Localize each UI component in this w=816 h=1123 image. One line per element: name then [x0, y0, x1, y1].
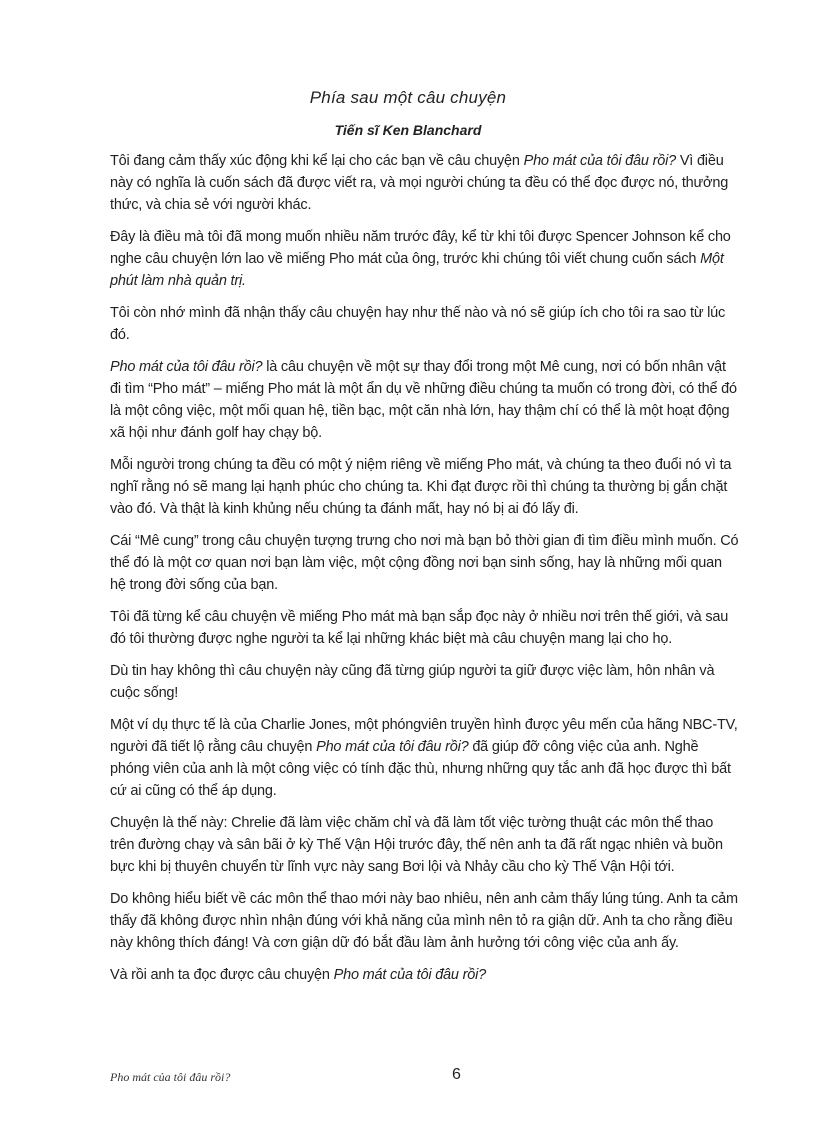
- text-run: Đây là điều mà tôi đã mong muốn nhiều năm trước đây, kể từ khi tôi được Spencer Johnson kể cho nghe câu chuyện lớn lao về miếng Pho mát của ông, trước khi chúng tôi viết chung cuốn sách: [110, 229, 731, 267]
- footer-book-title: Pho mát của tôi đâu rồi?: [110, 1070, 231, 1084]
- chapter-title: Phía sau một câu chuyện: [309, 88, 507, 107]
- body-text: [110, 150, 740, 996]
- paragraph: [110, 812, 740, 878]
- paragraph: [110, 888, 740, 954]
- text-run: Một ví dụ thực tế là của Charlie Jones, một phóngviên truyền hình được yêu mến của hãng NBC-TV, người đã tiết lộ rằng câu chuyện: [110, 717, 738, 755]
- text-run: Tôi còn nhớ mình đã nhận thấy câu chuyện hay như thế nào và nó sẽ giúp ích cho tôi ra sao từ lúc đó.: [110, 305, 726, 343]
- text-run: Do không hiểu biết về các môn thể thao mới này bao nhiêu, nên anh cảm thấy lúng túng. Anh ta cảm thấy đã không được nhìn nhận đúng với khả năng của mình nên tỏ ra giận dữ. Anh ta cho rằng điều này không thích đáng! Và cơn giận dữ đó bắt đầu làm ảnh hưởng tới công việc của anh ấy.: [110, 891, 738, 951]
- paragraph: [110, 356, 740, 444]
- text-run: Tôi đã từng kể câu chuyện về miếng Pho mát mà bạn sắp đọc này ở nhiều nơi trên thế giới, và sau đó tôi thường được nghe người ta kể lại những khác biệt mà câu chuyện mang lại cho họ.: [110, 609, 729, 647]
- paragraph: [110, 660, 740, 704]
- book-title-italic: Một phút làm nhà quản trị.: [110, 251, 724, 289]
- paragraph: [110, 150, 740, 216]
- book-title-italic: Pho mát của tôi đâu rồi?: [523, 153, 676, 169]
- paragraph: [110, 964, 740, 986]
- chapter-author: Tiến sĩ Ken Blanchard: [334, 122, 482, 138]
- text-run: Chuyện là thế này: Chrelie đã làm việc chăm chỉ và đã làm tốt việc tường thuật các môn thể thao trên đường chạy và sân bãi ở kỳ Thế Vận Hội trước đây, thế nên anh ta đã rất ngạc nhiên và buồn bực khi bị thuyên chuyển từ lĩnh vực này sang Bơi lội và Nhảy cầu cho kỳ Thế Vận Hội tới.: [110, 815, 723, 875]
- text-run: đã giúp đỡ công việc của anh. Nghề phóng viên của anh là một công việc có tính đặc thù, nhưng những quy tắc anh đã học được thì bất cứ ai cũng có thể áp dụng.: [110, 739, 731, 799]
- paragraph: [110, 302, 740, 346]
- text-run: Và rồi anh ta đọc được câu chuyện: [110, 967, 334, 983]
- book-title-italic: Pho mát của tôi đâu rồi?: [333, 967, 486, 983]
- page-number: 6: [452, 1066, 461, 1083]
- text-run: Mỗi người trong chúng ta đều có một ý niệm riêng về miếng Pho mát, và chúng ta theo đuổi nó vì ta nghĩ rằng nó sẽ mang lại hạnh phúc cho chúng ta. Khi đạt được rồi thì chúng ta thường bị gắn chặt vào đó. Và thật là kinh khủng nếu chúng ta đánh mất, hay nó bị ai đó lấy đi.: [110, 457, 732, 517]
- book-title-italic: Pho mát của tôi đâu rồi?: [316, 739, 469, 755]
- book-title-italic: Pho mát của tôi đâu rồi?: [110, 359, 263, 375]
- text-run: Vì điều này có nghĩa là cuốn sách đã được viết ra, và mọi người chúng ta đều có thể đọc được nó, thưởng thức, và chia sẻ với người khác.: [110, 153, 729, 213]
- paragraph: [110, 606, 740, 650]
- paragraph: [110, 714, 740, 802]
- text-run: là câu chuyện về một sự thay đổi trong một Mê cung, nơi có bốn nhân vật đi tìm “Pho mát” – miếng Pho mát là một ẩn dụ về những điều chúng ta muốn có trong đời, có thể đó là một công việc, một mối quan hệ, tiền bạc, một căn nhà lớn, hay thậm chí có thể là một hoạt động xã hội như đánh golf hay chạy bộ.: [110, 359, 737, 441]
- paragraph: [110, 530, 740, 596]
- text-run: Dù tin hay không thì câu chuyện này cũng đã từng giúp người ta giữ được việc làm, hôn nhân và cuộc sống!: [110, 663, 715, 701]
- text-run: Cái “Mê cung” trong câu chuyện tượng trưng cho nơi mà bạn bỏ thời gian đi tìm điều mình muốn. Có thể đó là một cơ quan nơi bạn làm việc, một cộng đồng nơi bạn sinh sống, hay là những mối quan hệ trong đời sống của bạn.: [110, 533, 739, 593]
- paragraph: [110, 454, 740, 520]
- text-run: Tôi đang cảm thấy xúc động khi kể lại cho các bạn về câu chuyện: [110, 153, 524, 169]
- paragraph: [110, 226, 740, 292]
